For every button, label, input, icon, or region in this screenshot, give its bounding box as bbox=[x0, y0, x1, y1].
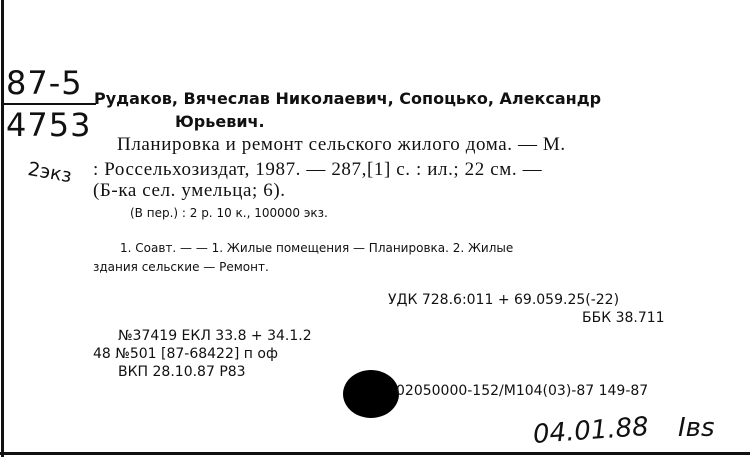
vkp-number: ВКП 28.10.87 Р83 bbox=[118, 364, 246, 380]
title-line3: (Б-ка сел. умельца; 6). bbox=[93, 180, 286, 201]
price-line: (В пер.) : 2 р. 10 к., 100000 экз. bbox=[130, 206, 328, 220]
card-bottom-border bbox=[0, 452, 750, 455]
catalog-code: 02050000-152/М104(03)-87 149-87 bbox=[396, 383, 649, 399]
title-line1: Планировка и ремонт сельского жилого дома. — М. bbox=[117, 134, 566, 155]
subjects-line2: здания сельские — Ремонт. bbox=[93, 260, 269, 274]
order-number: 48 №501 [87-68422] п оф bbox=[93, 346, 278, 362]
ekl-number: №37419 ЕКЛ 33.8 + 34.1.2 bbox=[118, 328, 312, 344]
shelfmark-line2: 4753 bbox=[6, 106, 92, 144]
handwritten-signature: Iвs bbox=[678, 413, 715, 443]
shelfmark-underline bbox=[2, 103, 96, 105]
card-left-border bbox=[1, 0, 4, 457]
udk-code: УДК 728.6:011 + 69.059.25(-22) bbox=[388, 292, 620, 308]
shelfmark-line1: 87-5 bbox=[6, 64, 83, 102]
shelfmark-copies: 2экз bbox=[26, 158, 74, 188]
author-line1: Рудаков, Вячеслав Николаевич, Сопоцько, Александр bbox=[94, 89, 602, 108]
title-line2: : Россельхозиздат, 1987. — 287,[1] с. : ил.; 22 см. — bbox=[93, 159, 543, 180]
bbk-code: ББК 38.711 bbox=[582, 310, 665, 326]
subjects-line1: 1. Соавт. — — 1. Жилые помещения — Планировка. 2. Жилые bbox=[120, 241, 514, 255]
ink-blot bbox=[343, 370, 399, 418]
handwritten-date: 04.01.88 bbox=[532, 411, 650, 450]
author-line2: Юрьевич. bbox=[175, 112, 265, 131]
